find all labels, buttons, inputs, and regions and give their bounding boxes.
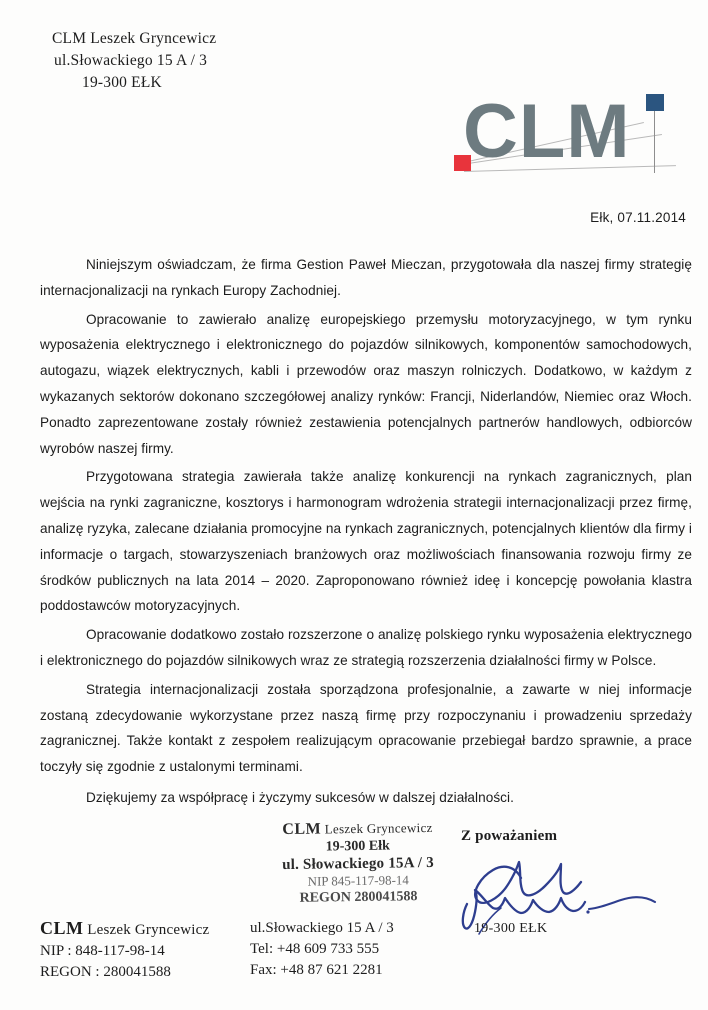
footer-nip: NIP : 848-117-98-14 — [40, 943, 165, 959]
signature-block — [461, 828, 691, 948]
footer-street: ul.Słowackiego 15 A / 3 — [250, 920, 394, 936]
sender-line-street: ul.Słowackiego 15 A / 3 — [54, 52, 208, 69]
stamp-nip: NIP 845-117-98-14 — [307, 872, 409, 889]
footer-brand: CLM — [40, 918, 84, 938]
letter-body — [40, 252, 692, 814]
body-paragraph-5: Strategia internacjonalizacji została sporządzona profesjonalnie, a zawarte w niej informacje zostaną zdecydowanie wykorzystane przez naszą firmę przy rozpoczynaniu i prowadzeniu sprzedaży zagranicznej. Także kontakt z zespołem realizującym opracowanie przebiegał bardzo sprawnie, a prace toczyły się zgodnie z ustalonymi terminami. — [40, 681, 692, 775]
signature-city: 19-300 EŁK — [474, 921, 548, 936]
stamp-street: ul. Słowackiego 15A / 3 — [282, 854, 434, 874]
logo-wordmark: CLM — [463, 89, 631, 174]
body-paragraph-4: Opracowanie dodatkowo zostało rozszerzone o analizę polskiego rynku wyposażenia elektrycznego i elektronicznego do pojazdów silnikowych wraz ze strategią rozszerzenia działalności firmy w Polsce. — [40, 627, 692, 668]
footer-right-column — [250, 918, 394, 981]
date-line: Ełk, 07.11.2014 — [590, 210, 686, 225]
stamp-city: 19-300 Ełk — [325, 838, 390, 855]
stamp-brand: CLM — [282, 820, 322, 839]
signature-greeting: Z poważaniem — [461, 828, 558, 844]
body-paragraph-2: Opracowanie to zawierało analizę europejskiego przemysłu motoryzacyjnego, w tym rynku wyposażenia elektrycznego i elektronicznego do pojazdów silnikowych, komponentów samochodowych, autogazu, wiązek elektrycznych, kabli i przewodów oraz maszyn rolniczych. Dodatkowo, w każdym z wykazanych sektorów dokonano szczegółowej analizy rynków: Francji, Niderlandów, Niemiec oraz Włoch. Ponadto zaprezentowane zostały również zestawienia potencjalnych partnerów handlowych, odbiorców wyrobów naszej firmy. — [40, 311, 692, 456]
stamp-owner-name: Leszek Gryncewicz — [324, 819, 433, 837]
footer-owner-name: Leszek Gryncewicz — [87, 922, 210, 938]
sender-line-company: CLM Leszek Gryncewicz — [52, 30, 217, 47]
sender-address-block — [52, 28, 216, 94]
footer-regon: REGON : 280041588 — [40, 964, 171, 980]
clm-logo — [441, 89, 691, 183]
body-paragraph-1: Niniejszym oświadczam, że firma Gestion Paweł Mieczan, przygotowała dla naszej firmy strategię internacjonalizacji na rynkach Europy Zachodniej. — [40, 257, 692, 298]
footer-company-row — [40, 918, 209, 941]
body-paragraph-3: Przygotowana strategia zawierała także analizę konkurencji na rynkach zagranicznych, plan wejścia na rynki zagraniczne, kosztorys i harmonogram wdrożenia strategii internacjonalizacji przez firmę, analizę ryzyka, zalecane działania promocyjne na rynkach zagranicznych, potencjalnych klientów dla firmy i informacje o targach, stowarzyszeniach branżowych oraz możliwościach finansowania rozwoju firmy ze środków publicznych na lata 2014 – 2020. Zaproponowano również ideę i koncepcję powołania klastra poddostawców motoryzacyjnych. — [40, 469, 692, 614]
company-stamp — [257, 819, 458, 908]
footer-left-column — [40, 918, 209, 983]
footer-tel: Tel: +48 609 733 555 — [250, 941, 380, 957]
stamp-regon: REGON 280041588 — [299, 889, 418, 906]
sender-line-city: 19-300 EŁK — [82, 74, 162, 91]
closing-paragraph: Dziękujemy za współpracę i życzymy sukcesów w dalszej działalności. — [86, 789, 514, 805]
stamp-line-company — [257, 819, 457, 840]
footer-fax: Fax: +48 87 621 2281 — [250, 962, 383, 978]
logo-blue-square-icon — [646, 94, 664, 111]
logo-vertical-line — [654, 111, 655, 173]
